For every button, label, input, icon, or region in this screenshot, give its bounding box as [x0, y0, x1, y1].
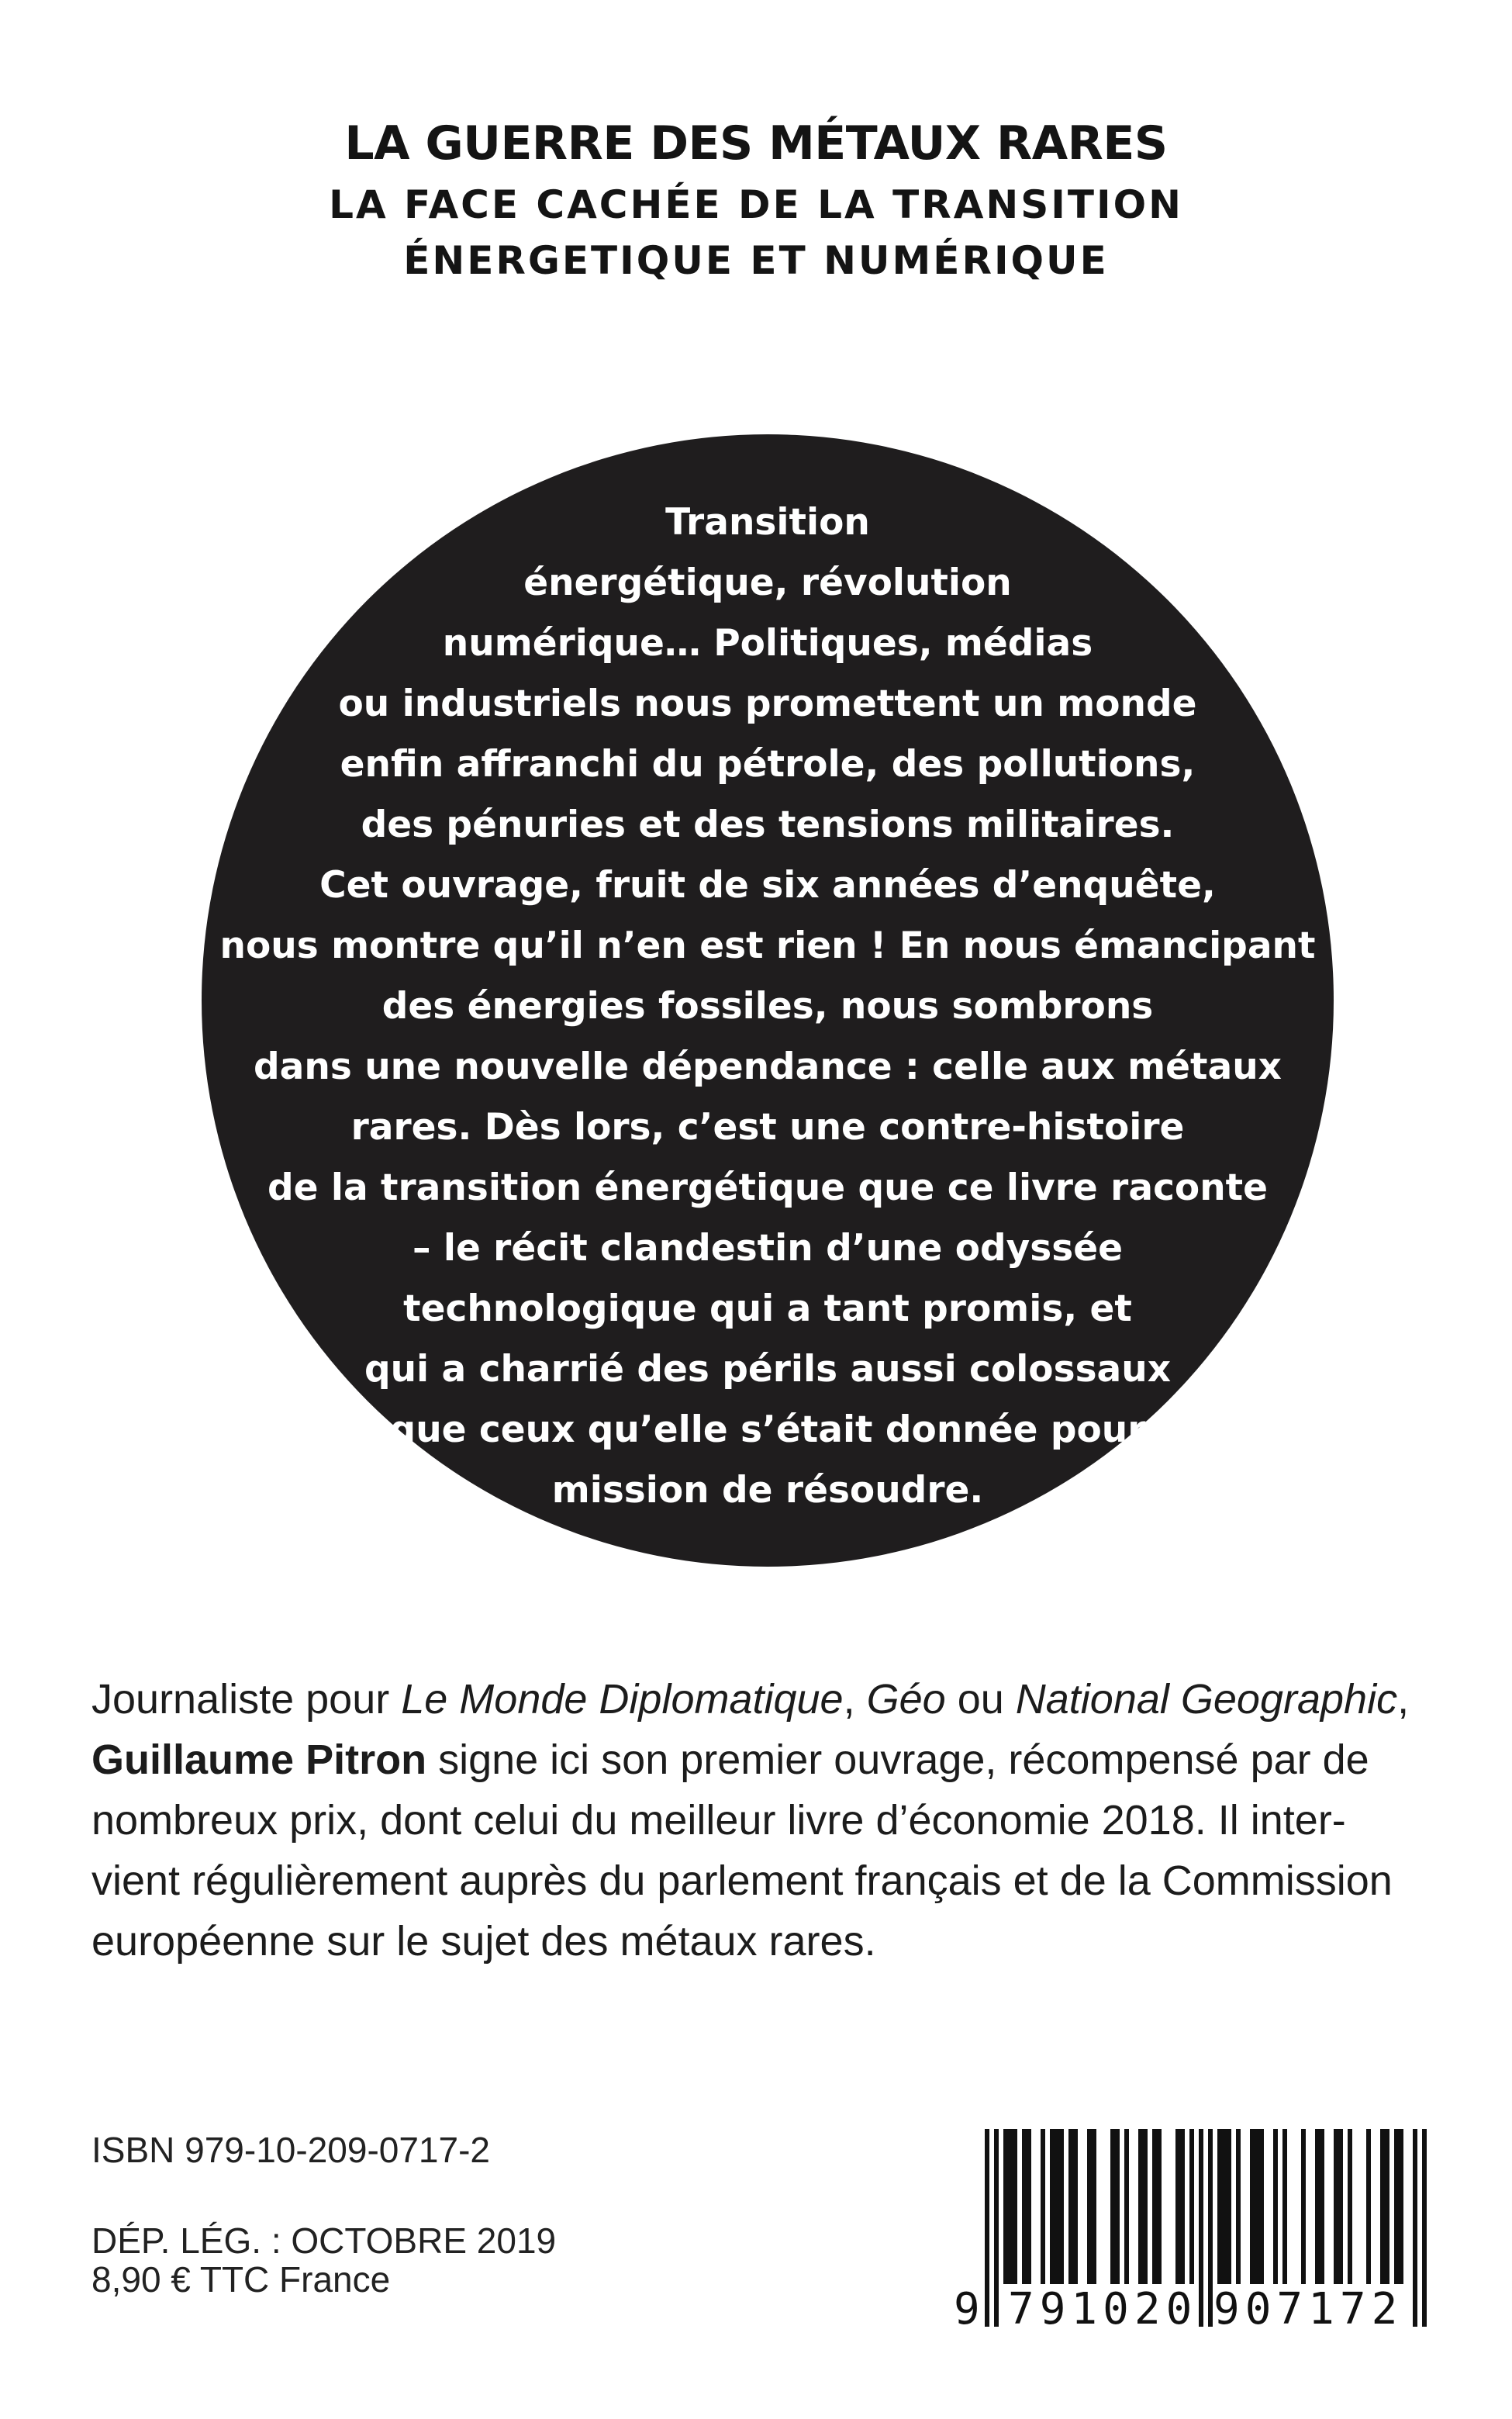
barcode-bar [1143, 2129, 1148, 2284]
blurb-line: énergétique, révolution [523, 562, 1012, 604]
blurb-text [202, 492, 1334, 1521]
author-name: Guillaume Pitron [91, 1736, 427, 1783]
barcode-bar [1068, 2129, 1073, 2284]
barcode-bar [1041, 2129, 1045, 2284]
barcode-bar [1217, 2129, 1222, 2284]
blurb-line: qui a charrié des périls aussi colossaux [364, 1348, 1172, 1391]
blurb-line: enfin affranchi du pétrole, des pollutions, [340, 743, 1196, 786]
barcode-bar [1013, 2129, 1017, 2284]
barcode-guard-bar [1208, 2129, 1213, 2327]
barcode-group-left: 791020 [1008, 2284, 1198, 2334]
blurb-line: ou industriels nous promettent un monde [338, 683, 1197, 725]
barcode-bar [1366, 2129, 1371, 2284]
blurb-line: numérique… Politiques, médias [442, 622, 1093, 665]
barcode-bar [1055, 2129, 1059, 2284]
barcode-bar [1273, 2129, 1278, 2284]
barcode-bar [1236, 2129, 1241, 2284]
blurb-line: que ceux qu’elle s’était donnée pour [389, 1408, 1146, 1451]
barcode-bar [1138, 2129, 1143, 2284]
barcode-guard-bar [1413, 2129, 1417, 2327]
barcode-bar [1022, 2129, 1027, 2284]
book-subtitle-line-2: ÉNERGETIQUE ET NUMÉRIQUE [403, 238, 1109, 283]
barcode-bar [1059, 2129, 1064, 2284]
blurb-line: Transition [665, 501, 870, 544]
barcode-bar [1050, 2129, 1055, 2284]
barcode-bar [1189, 2129, 1194, 2284]
barcode-group-right: 907172 [1213, 2284, 1403, 2334]
barcode-bar [1092, 2129, 1096, 2284]
barcode-bar [1250, 2129, 1255, 2284]
blurb-line: – le récit clandestin d’une odyssée [412, 1227, 1124, 1270]
bio-line-1: Journaliste pour Le Monde Diplomatique, Géo ou National Geographic, [91, 1676, 1410, 1723]
barcode-bar [1301, 2129, 1306, 2284]
blurb-line: de la transition énergétique que ce livre raconte [267, 1166, 1269, 1209]
barcode-bar [1399, 2129, 1403, 2284]
bio-line-5: européenne sur le sujet des métaux rares. [91, 1918, 876, 1965]
book-subtitle-line-1: LA FACE CACHÉE DE LA TRANSITION [329, 182, 1183, 227]
barcode-bar [1259, 2129, 1264, 2284]
barcode-bar [1255, 2129, 1259, 2284]
barcode-guard-bar [1422, 2129, 1427, 2327]
blurb-line: des énergies fossiles, nous sombrons [381, 985, 1154, 1028]
barcode-bar [1152, 2129, 1157, 2284]
blurb-line: Cet ouvrage, fruit de six années d’enquête, [319, 864, 1216, 907]
blurb-line: nous montre qu’il n’en est rien ! En nous émancipant [219, 924, 1316, 967]
bio-line-3: nombreux prix, dont celui du meilleur livre d’économie 2018. Il inter- [91, 1797, 1346, 1844]
barcode-bar [1157, 2129, 1162, 2284]
bio-line-2: Guillaume Pitron signe ici son premier ouvrage, récompensé par de [91, 1736, 1369, 1783]
blurb-line: technologique qui a tant promis, et [403, 1287, 1132, 1330]
title-block [0, 116, 1512, 289]
barcode-bar [1385, 2129, 1389, 2284]
barcode-bar [1175, 2129, 1180, 2284]
price-text: 8,90 € TTC France [91, 2259, 391, 2300]
barcode-bar [1338, 2129, 1343, 2284]
barcode-bar [1087, 2129, 1092, 2284]
barcode-guard-bar [1199, 2129, 1203, 2327]
legal-deposit-text: DÉP. LÉG. : OCTOBRE 2019 [91, 2220, 557, 2261]
barcode-bar [1027, 2129, 1031, 2284]
barcode-guard-bar [994, 2129, 999, 2327]
barcode-bar [1380, 2129, 1385, 2284]
author-bio [91, 1669, 1419, 1971]
barcode-guard-bar [985, 2129, 989, 2327]
book-title: LA GUERRE DES MÉTAUX RARES [344, 116, 1168, 171]
barcode-bar [1124, 2129, 1129, 2284]
barcode [954, 2129, 1434, 2338]
blurb-line: mission de résoudre. [551, 1469, 984, 1512]
barcode-bar [1110, 2129, 1115, 2284]
barcode-bar [1227, 2129, 1231, 2284]
barcode-bar [1180, 2129, 1185, 2284]
barcode-digit-first: 9 [954, 2284, 980, 2334]
barcode-bar [1315, 2129, 1320, 2284]
bio-line-4: vient régulièrement auprès du parlement français et de la Commission [91, 1857, 1393, 1904]
isbn-text: ISBN 979-10-209-0717-2 [91, 2130, 490, 2170]
barcode-bar [1320, 2129, 1324, 2284]
blurb-line: des pénuries et des tensions militaires. [361, 803, 1175, 846]
barcode-bar [1394, 2129, 1399, 2284]
barcode-bar [1115, 2129, 1120, 2284]
barcode-bar [1008, 2129, 1013, 2284]
blurb-line: rares. Dès lors, c’est une contre-histoire [350, 1106, 1185, 1149]
blurb-line: dans une nouvelle dépendance : celle aux métaux [254, 1045, 1282, 1088]
barcode-bar [1003, 2129, 1008, 2284]
barcode-bar [1073, 2129, 1078, 2284]
barcode-bar [1282, 2129, 1287, 2284]
barcode-bar [1222, 2129, 1227, 2284]
barcode-bar [1334, 2129, 1338, 2284]
barcode-bar [1348, 2129, 1352, 2284]
